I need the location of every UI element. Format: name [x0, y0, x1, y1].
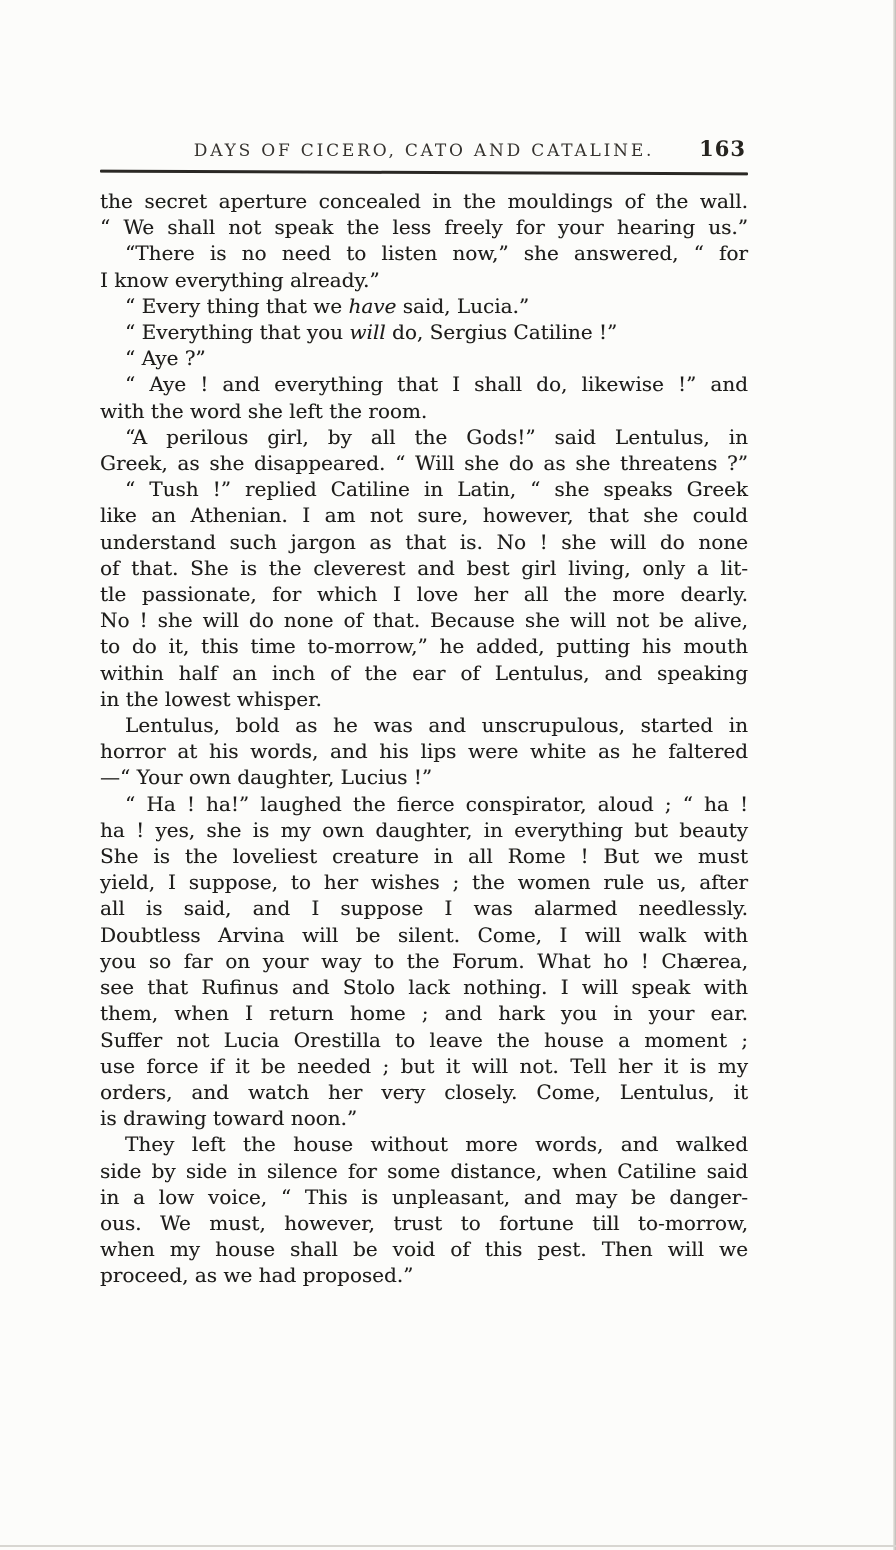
paragraph [100, 424, 748, 476]
text-line: them, when I return home ; and hark you in your ear. [100, 1001, 748, 1026]
text-line: ha ! yes, she is my own daughter, in everything but beauty [100, 817, 748, 842]
scan-edge-bottom [0, 1545, 896, 1547]
text-line: in a low voice, “ This is unpleasant, and may be danger- [100, 1184, 748, 1209]
page-number: 163 [699, 136, 746, 161]
text-line: “There is no need to listen now,” she answered, “ for [125, 241, 748, 266]
text-line: ous. We must, however, trust to fortune till to-morrow, [100, 1210, 748, 1235]
paragraph [100, 371, 748, 423]
italic-word: have [348, 293, 397, 318]
text-line: tle passionate, for which I love her all the more dearly. [100, 582, 748, 607]
text-line: Doubtless Arvina will be silent. Come, I will walk with [100, 922, 748, 947]
text-line: I know everything already.” [100, 267, 380, 292]
text-line: They left the house without more words, and walked [125, 1132, 748, 1157]
text-line: use force if it be needed ; but it will not. Tell her it is my [100, 1053, 748, 1078]
text-line: “ Everything that you will do, Sergius Catiline !” [125, 320, 618, 345]
page-header [100, 136, 748, 165]
text-line: “ Every thing that we have said, Lucia.” [125, 293, 530, 318]
text-line: in the lowest whisper. [100, 686, 322, 711]
paragraph [100, 293, 748, 319]
italic-word: will [349, 320, 386, 345]
text-line: “ Ha ! ha!” laughed the fierce conspirator, aloud ; “ ha ! [125, 791, 748, 816]
text-line: “ Aye ! and everything that I shall do, likewise !” and [125, 372, 748, 397]
page-content [100, 136, 748, 1289]
paragraph [100, 476, 748, 712]
text-line: you so far on your way to the Forum. What ho ! Chærea, [100, 948, 748, 973]
text-line: the secret aperture concealed in the mouldings of the wall. [100, 189, 748, 213]
text-line: of that. She is the cleverest and best girl living, only a lit- [100, 555, 748, 580]
text-line: “ Tush !” replied Catiline in Latin, “ she speaks Greek [125, 477, 748, 502]
text-line: all is said, and I suppose I was alarmed needlessly. [100, 896, 748, 921]
text-line: side by side in silence for some distance, when Catiline said [100, 1158, 748, 1183]
paragraph [100, 791, 748, 1132]
running-title: DAYS OF CICERO, CATO AND CATALINE. [193, 141, 655, 161]
paragraph [100, 345, 748, 371]
text-line: —“ Your own daughter, Lucius !” [100, 765, 433, 790]
text-line: to do it, this time to-morrow,” he added, putting his mouth [100, 634, 748, 659]
text-line: with the word she left the room. [100, 398, 428, 423]
text-line: like an Athenian. I am not sure, however, that she could [100, 503, 748, 528]
paragraph [100, 712, 748, 791]
page-text [100, 188, 748, 1289]
paragraph [100, 319, 748, 345]
text-line: understand such jargon as that is. No ! she will do none [100, 529, 748, 554]
text-line: orders, and watch her very closely. Come, Lentulus, it [100, 1079, 748, 1104]
text-line: Greek, as she disappeared. “ Will she do as she threatens ?” [100, 451, 748, 476]
text-line: yield, I suppose, to her wishes ; the women rule us, after [100, 870, 748, 895]
text-line: horror at his words, and his lips were white as he faltered [100, 739, 748, 764]
text-line: see that Rufinus and Stolo lack nothing. I will speak with [100, 975, 748, 1000]
paragraph [100, 188, 748, 214]
paragraph [100, 1131, 748, 1288]
text-line: Lentulus, bold as he was and unscrupulous, started in [125, 713, 748, 738]
text-line: She is the loveliest creature in all Rome ! But we must [100, 844, 748, 869]
text-line: “ Aye ?” [125, 346, 206, 371]
text-line: No ! she will do none of that. Because she will not be alive, [100, 608, 748, 633]
paragraph [100, 240, 748, 292]
paragraph [100, 214, 748, 240]
text-line: “ We shall not speak the less freely for your hearing us.” [100, 215, 748, 240]
text-line: “A perilous girl, by all the Gods!” said Lentulus, in [125, 424, 748, 449]
text-line: when my house shall be void of this pest. Then will we [100, 1237, 748, 1262]
text-line: is drawing toward noon.” [100, 1106, 358, 1131]
text-line: proceed, as we had proposed.” [100, 1263, 414, 1288]
text-line: Suffer not Lucia Orestilla to leave the house a moment ; [100, 1027, 748, 1052]
header-rule [100, 170, 748, 176]
text-line: within half an inch of the ear of Lentulus, and speaking [100, 660, 748, 685]
